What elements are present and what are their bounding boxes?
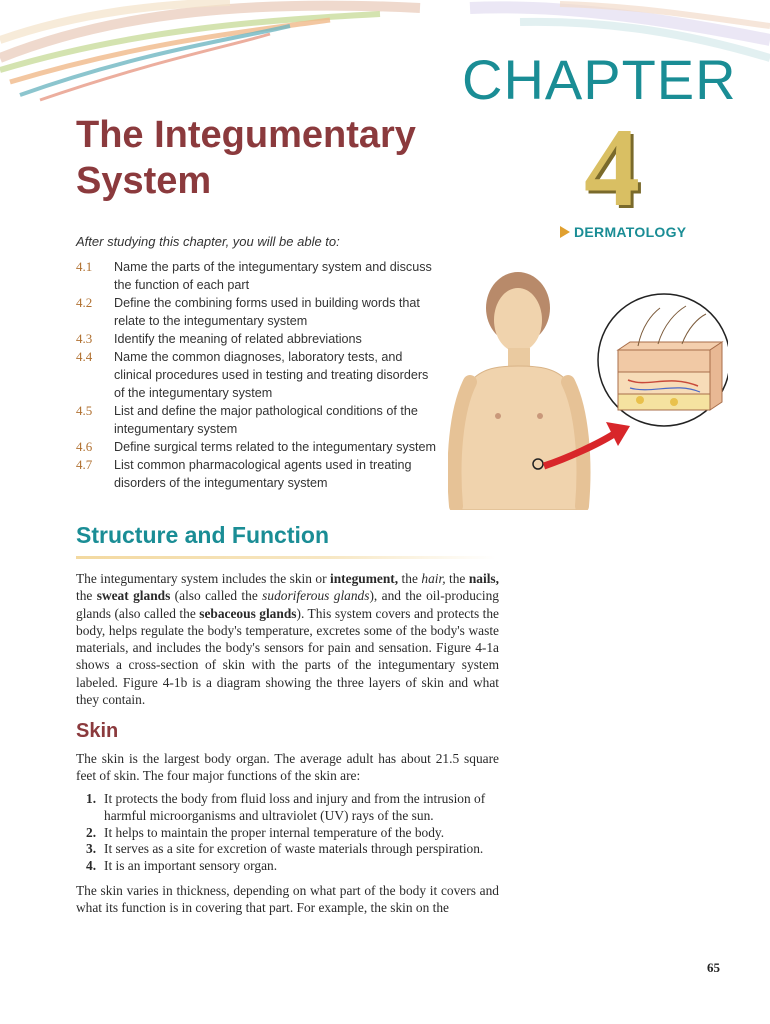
torso-illustration — [455, 272, 584, 510]
term-sudoriferous-glands: sudoriferous glands — [262, 588, 370, 604]
objective-text: Define surgical terms related to the integumentary system — [114, 440, 436, 454]
list-number: 1. — [86, 791, 97, 806]
objective-number: 4.5 — [76, 403, 93, 418]
skin-functions-list — [86, 791, 499, 875]
objective-number: 4.6 — [76, 439, 93, 454]
list-text: It serves as a site for excretion of waste materials through perspiration. — [104, 841, 484, 857]
text-run: the — [76, 588, 97, 604]
skin-paragraph: The skin is the largest body organ. The average adult has about 21.5 square feet of skin. The four major functions of the skin are: — [76, 751, 499, 784]
list-item — [86, 791, 499, 825]
objective-text: List common pharmacological agents used in treating disorders of the integumentary system — [114, 458, 412, 490]
structure-paragraph — [76, 570, 499, 708]
objective-item — [76, 330, 436, 348]
objective-text: Name the common diagnoses, laboratory tests, and clinical procedures used in testing and treating disorders of the integumentary system — [114, 350, 429, 400]
term-hair: hair, — [421, 571, 446, 586]
objectives-list — [76, 258, 436, 492]
term-sebaceous-glands: sebaceous glands — [199, 605, 297, 621]
subsection-heading: Skin — [76, 720, 119, 742]
text-run: (also called the — [170, 588, 263, 604]
text-run: ). This system covers and protects the body, helps regulate the body's temperature, excretes some of the body's waste materials, and includes the body's sensors for pain and sensation. Figure 4-1a shows a cross-section of skin with the parts of the integumentary system labeled. Figure 4-1b is a diagram showing the three layers of skin and what they contain. — [76, 605, 499, 708]
topic-text: DERMATOLOGY — [574, 224, 687, 240]
skin-paragraph-continued: The skin varies in thickness, depending on what part of the body it covers and what its function is in covering that part. For example, the skin on the — [76, 883, 499, 916]
text-run: the — [398, 571, 422, 586]
objective-item — [76, 294, 436, 330]
objective-number: 4.4 — [76, 349, 93, 364]
objective-item — [76, 456, 436, 492]
topic-label — [560, 224, 686, 240]
objective-number: 4.2 — [76, 295, 93, 310]
objective-item — [76, 348, 436, 402]
list-number: 3. — [86, 841, 97, 857]
list-text: It is an important sensory organ. — [104, 858, 278, 874]
text-run: the — [445, 571, 469, 586]
list-number: 4. — [86, 858, 97, 874]
objective-number: 4.1 — [76, 259, 93, 274]
objective-item — [76, 402, 436, 438]
magnifier-circle — [598, 294, 728, 426]
term-sweat-glands: sweat glands — [96, 588, 171, 604]
text-run: ), and the oil-producing glands (also called the — [76, 588, 499, 621]
triangle-bullet-icon — [560, 226, 570, 238]
objective-item — [76, 438, 436, 456]
list-text: It helps to maintain the proper internal temperature of the body. — [104, 824, 445, 840]
section-heading: Structure and Function — [76, 522, 329, 548]
objective-text: Name the parts of the integumentary system and discuss the function of each part — [114, 260, 432, 292]
objective-number: 4.3 — [76, 331, 93, 346]
section-divider — [76, 556, 496, 559]
text-run: The integumentary system includes the skin or — [76, 571, 331, 586]
list-item — [86, 841, 499, 858]
page-number: 65 — [707, 960, 720, 975]
objective-item — [76, 258, 436, 294]
page-title: The Integumentary System — [76, 114, 416, 202]
list-item — [86, 858, 499, 875]
objective-text: List and define the major pathological conditions of the integumentary system — [114, 404, 418, 436]
objective-text: Identify the meaning of related abbreviations — [114, 332, 362, 346]
skin-figure — [448, 270, 728, 510]
list-number: 2. — [86, 824, 97, 840]
list-text: It protects the body from fluid loss and injury and from the intrusion of harmful microorganisms and ultraviolet (UV) rays of the sun. — [104, 791, 486, 823]
objective-number: 4.7 — [76, 457, 93, 472]
chapter-label: CHAPTER — [462, 48, 737, 111]
chapter-number: 4 — [584, 106, 640, 230]
term-nails: nails, — [468, 571, 499, 586]
list-item — [86, 825, 499, 842]
objectives-intro: After studying this chapter, you will be able to: — [76, 234, 340, 249]
term-integument: integument, — [330, 571, 399, 586]
objective-text: Define the combining forms used in building words that relate to the integumentary system — [114, 296, 420, 328]
